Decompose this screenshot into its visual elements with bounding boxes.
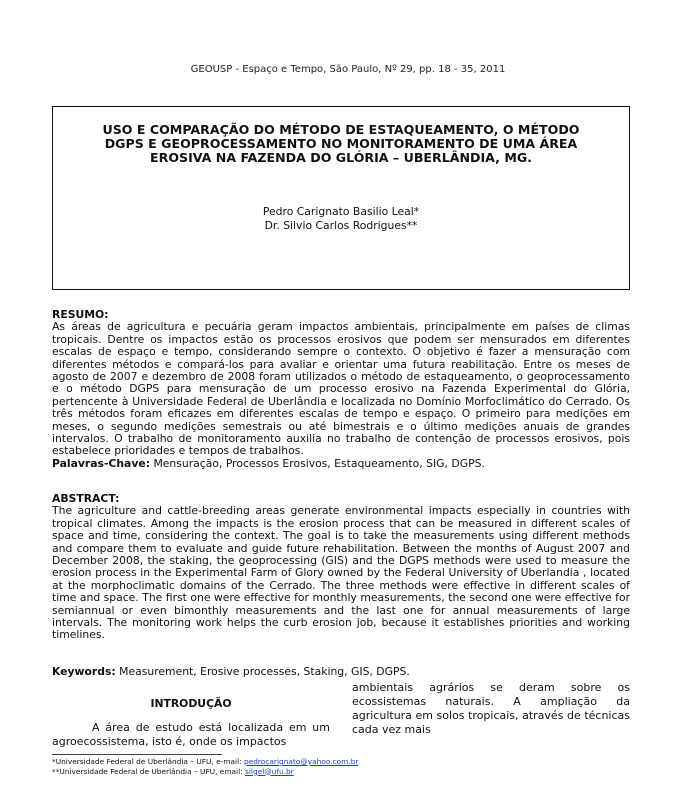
abstract-heading: ABSTRACT: bbox=[52, 492, 120, 505]
footnote-2-email-link[interactable]: silgel@ufu.br bbox=[245, 766, 294, 776]
authors bbox=[53, 205, 629, 233]
footnote-1 bbox=[52, 757, 630, 767]
paper-title bbox=[79, 123, 603, 165]
abstract-section bbox=[52, 493, 630, 642]
intro-right-text: ambientais agrários se deram sobre os ecossistemas naturais. A ampliação da agricultura em solos tropicais, através de técnicas cada vez mais bbox=[352, 681, 630, 736]
author-2: Dr. Silvio Carlos Rodrigues** bbox=[264, 219, 418, 232]
footnotes bbox=[52, 757, 630, 776]
resumo-keywords bbox=[52, 458, 630, 470]
intro-left-column bbox=[52, 697, 330, 749]
footnote-1-email-link[interactable]: pedrocarignato@yahoo.com.br bbox=[244, 757, 359, 766]
abstract-keywords bbox=[52, 666, 630, 678]
resumo-text: As áreas de agricultura e pecuária geram impactos ambientais, principalmente em países de climas tropicais. Dentre os impactos estão os processos erosivos que podem ser mensurados em diferentes escalas de espaço e tempo, considerando sempre o contexto. O objetivo é fazer a mensuração com diferentes métodos e compará-los para avaliar e orientar uma futura reabilitação. Entre os meses de agosto de 2007 e dezembro de 2008 foram utilizados o método de estaqueamento, o geoprocessamento e o método DGPS para mensuração de um processo erosivo na Fazenda Experimental do Glória, pertencente à Universidade Federal de Uberlândia e localizada no Domínio Morfoclimático do Cerrado. Os três métodos foram eficazes em diferentes escalas de tempo e espaço. O primeiro para medições em meses, o segundo medições semestrais ou até bimestrais e o último medições anuais de grandes intervalos. O trabalho de monitoramento auxilia no trabalho de contenção de processos erosivos, pois estabelece prioridades e tempos de trabalhos. bbox=[52, 320, 630, 458]
abstract-keywords-value: Measurement, Erosive processes, Staking, GIS, DGPS. bbox=[119, 665, 410, 678]
title-line-2: DGPS E GEOPROCESSAMENTO NO MONITORAMENTO DE UMA ÁREA bbox=[104, 136, 578, 151]
title-box bbox=[52, 106, 630, 290]
abstract-text: The agriculture and cattle-breeding areas generate environmental impacts especially in countries with tropical climates. Among the impacts is the erosion process that can be measured in different scales of space and time, considering the context. The goal is to take the measurements using different methods and compare them to evaluate and guide future rehabilitation. Between the months of August 2007 and December 2008, the staking, the geoprocessing (GIS) and the DGPS methods were used to measure the erosion process in the Experimental Farm of Glory owned by the Federal University of Uberlandia , located at the morphoclimatic domains of the Cerrado. The three methods were effective in different scales of time and space. The first one were effective for monthly measurements, the second one were effective for semiannual or even bimonthly measurements and the last one for annual measurements of large intervals. The monitoring work helps the curb erosion job, because it establishes priorities and working timelines. bbox=[52, 504, 630, 642]
footnote-divider bbox=[52, 754, 222, 755]
journal-header: GEOUSP - Espaço e Tempo, São Paulo, Nº 29, pp. 18 - 35, 2011 bbox=[190, 64, 506, 75]
title-line-1: USO E COMPARAÇÃO DO MÉTODO DE ESTAQUEAMENTO, O MÉTODO bbox=[102, 122, 580, 137]
intro-heading: INTRODUÇÃO bbox=[150, 697, 232, 710]
resumo-heading: RESUMO: bbox=[52, 308, 109, 321]
resumo-keywords-value: Mensuração, Processos Erosivos, Estaqueamento, SIG, DGPS. bbox=[153, 456, 485, 470]
author-1: Pedro Carignato Basilio Leal* bbox=[262, 205, 420, 218]
title-line-3: EROSIVA NA FAZENDA DO GLÓRIA – UBERLÂNDIA, MG. bbox=[150, 150, 532, 165]
intro-left-text: A área de estudo está localizada em um agroecossistema, isto é, onde os impactos bbox=[52, 721, 330, 748]
intro-right-column bbox=[352, 681, 630, 737]
resumo-keywords-label: Palavras-Chave: bbox=[52, 456, 151, 470]
abstract-keywords-label: Keywords: bbox=[52, 665, 116, 678]
footnote-2-text: **Universidade Federal de Uberlândia – UFU, email: bbox=[52, 766, 243, 776]
abstract-keywords-block bbox=[52, 666, 630, 678]
footnote-2 bbox=[52, 767, 630, 777]
footnote-1-text: *Universidade Federal de Uberlândia – UFU, e-mail: bbox=[52, 757, 242, 766]
resumo-section bbox=[52, 309, 630, 470]
